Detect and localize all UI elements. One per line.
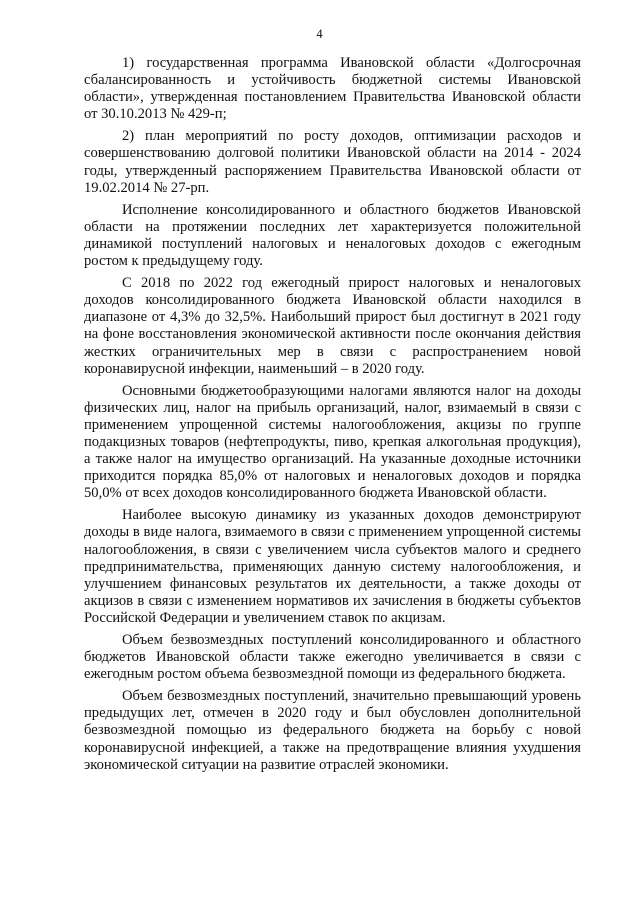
paragraph-2: 2) план мероприятий по росту доходов, оптимизации расходов и совершенствованию долговой политики Ивановской области на 2014 - 2024 годы, утвержденный распоряжением Правительства Ивановской области от 19.02.2014 № 27-рп.	[84, 128, 581, 196]
document-body	[84, 55, 581, 779]
paragraph-3: Исполнение консолидированного и областного бюджетов Ивановской области на протяжении последних лет характеризуется положительной динамикой поступлений налоговых и неналоговых доходов с ежегодным ростом к предыдущему году.	[84, 201, 581, 270]
paragraph-5: Основными бюджетообразующими налогами являются налог на доходы физических лиц, налог на прибыль организаций, налог, взимаемый в связи с применением упрощенной системы налогообложения, акцизы по группе подакцизных товаров (нефтепродукты, пиво, крепкая алкогольная продукция), а также налог на имущество организаций. На указанные доходные источники приходится порядка 85,0% от налоговых и неналоговых доходов и порядка 50,0% от всех доходов консолидированного бюджета Ивановской области.	[84, 382, 581, 502]
page-number: 4	[316, 27, 323, 41]
paragraph-8: Объем безвозмездных поступлений, значительно превышающий уровень предыдущих лет, отмечен в 2020 году и был обусловлен дополнительной безвозмездной помощью из федерального бюджета на борьбу с новой коронавирусной инфекцией, а также на предотвращение влияния ухудшения экономической ситуации на развитие отраслей экономики.	[84, 688, 581, 773]
paragraph-7: Объем безвозмездных поступлений консолидированного и областного бюджетов Ивановской области также ежегодно увеличивается в связи с ежегодным ростом объема безвозмездной помощи из федерального бюджета.	[84, 632, 581, 683]
paragraph-4: С 2018 по 2022 год ежегодный прирост налоговых и неналоговых доходов консолидированного бюджета Ивановской области находился в диапазоне от 4,3% до 32,5%. Наибольший прирост был достигнут в 2021 году на фоне восстановления экономической активности после окончания действия жестких ограничительных мер в связи с распространением новой коронавирусной инфекции, наименьший – в 2020 году.	[84, 275, 581, 377]
paragraph-6: Наиболее высокую динамику из указанных доходов демонстрируют доходы в виде налога, взимаемого в связи с применением упрощенной системы налогообложения, в связи с увеличением числа субъектов малого и среднего предпринимательства, применяющих данную систему налогообложения, и улучшением финансовых результатов их деятельности, а также доходы от акцизов в связи с изменением нормативов их зачисления в бюджеты субъектов Российской Федерации и увеличением ставок по акцизам.	[84, 507, 581, 626]
paragraph-1: 1) государственная программа Ивановской области «Долгосрочная сбалансированность и устойчивость бюджетной системы Ивановской области», утвержденная постановлением Правительства Ивановской области от 30.10.2013 № 429-п;	[84, 55, 581, 123]
